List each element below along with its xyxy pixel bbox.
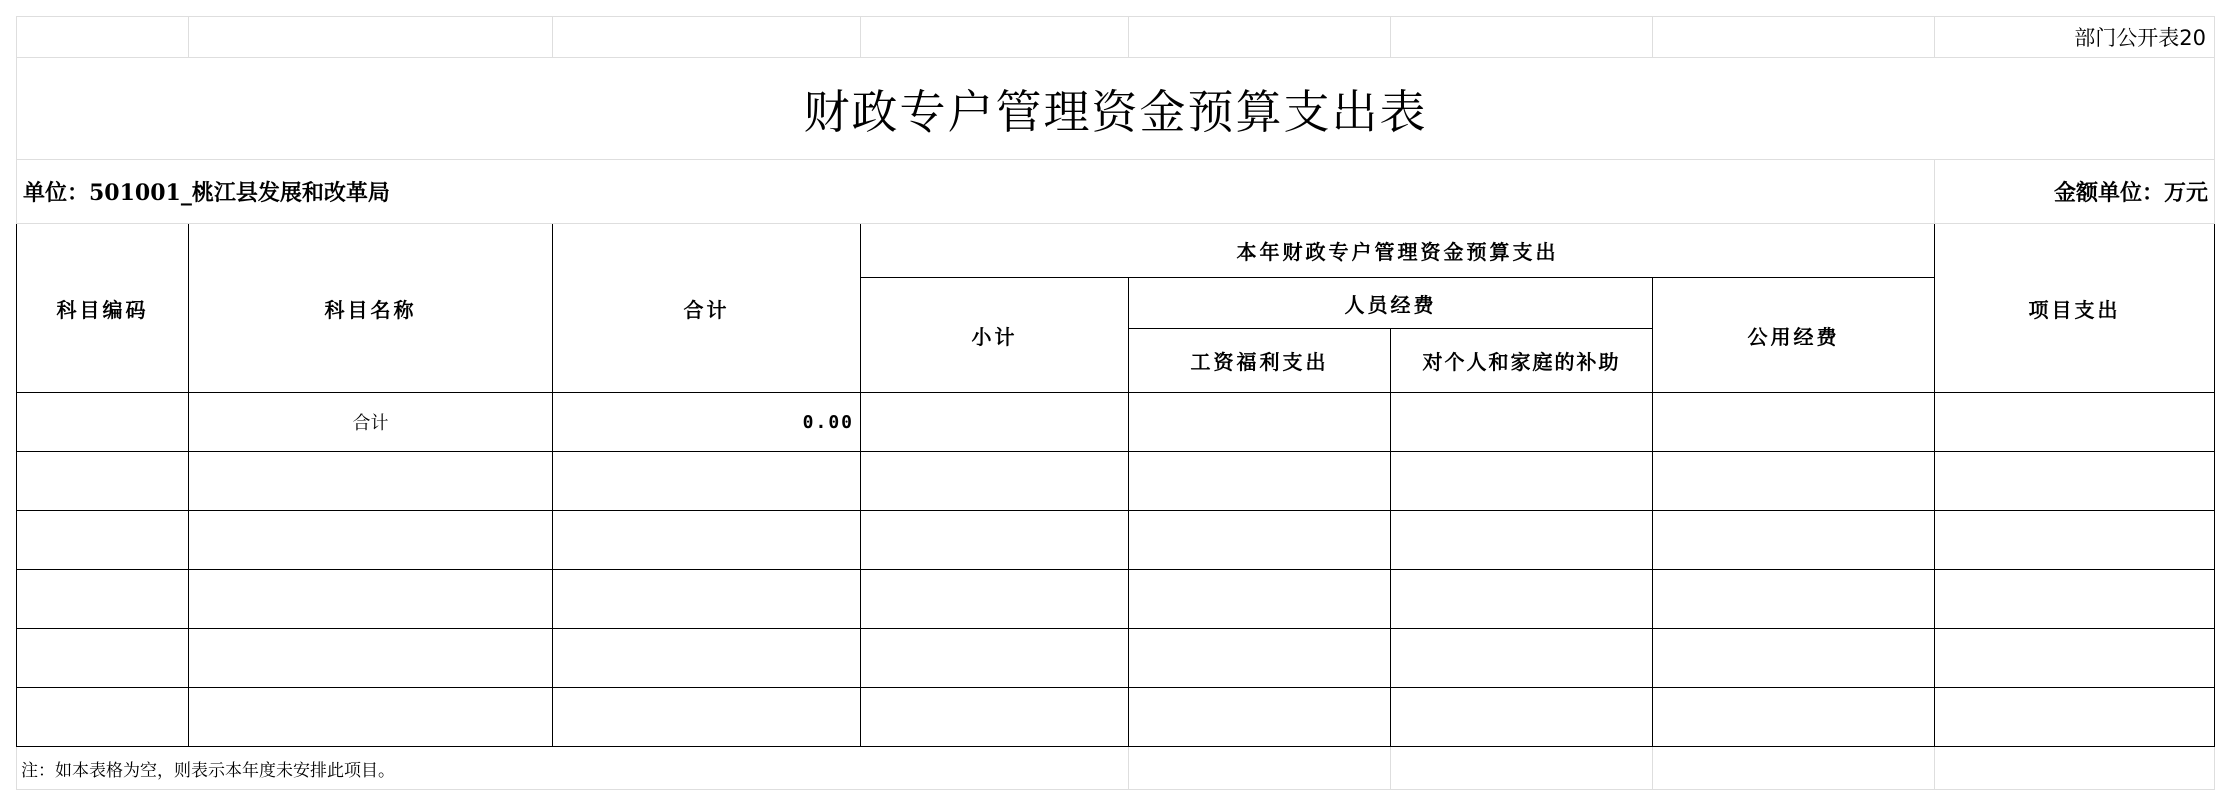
header-total: 合计 xyxy=(553,224,861,393)
cell-name xyxy=(189,452,553,511)
cell-public xyxy=(1653,629,1935,688)
cell-subtotal xyxy=(861,511,1129,570)
cell-project xyxy=(1935,393,2215,452)
header-code: 科目编码 xyxy=(17,224,189,393)
header-personnel: 人员经费 xyxy=(1129,278,1653,329)
unit-row xyxy=(17,160,2215,224)
cell-subsidy xyxy=(1391,452,1653,511)
cell-project xyxy=(1935,688,2215,747)
doc-number-row xyxy=(17,17,2215,58)
cell-subtotal xyxy=(861,393,1129,452)
cell-wages xyxy=(1129,570,1391,629)
header-group: 本年财政专户管理资金预算支出 xyxy=(861,224,1935,278)
cell-subtotal xyxy=(861,452,1129,511)
cell-project xyxy=(1935,629,2215,688)
cell-name: 合计 xyxy=(189,393,553,452)
cell-name xyxy=(189,570,553,629)
cell-subtotal xyxy=(861,688,1129,747)
table-row xyxy=(17,629,2215,688)
cell-total xyxy=(553,570,861,629)
cell-name xyxy=(189,688,553,747)
budget-table xyxy=(16,16,2215,790)
cell-project xyxy=(1935,452,2215,511)
cell-public xyxy=(1653,511,1935,570)
cell-public xyxy=(1653,452,1935,511)
cell-total xyxy=(553,511,861,570)
cell-code xyxy=(17,688,189,747)
note-row xyxy=(17,747,2215,790)
header-name: 科目名称 xyxy=(189,224,553,393)
page-title: 财政专户管理资金预算支出表 xyxy=(17,58,2215,160)
cell-total: 0.00 xyxy=(553,393,861,452)
cell-name xyxy=(189,629,553,688)
cell-subtotal xyxy=(861,570,1129,629)
cell-total xyxy=(553,688,861,747)
cell-wages xyxy=(1129,629,1391,688)
cell-code xyxy=(17,393,189,452)
cell-public xyxy=(1653,570,1935,629)
cell-total xyxy=(553,629,861,688)
cell-subsidy xyxy=(1391,570,1653,629)
document-number: 部门公开表20 xyxy=(1935,17,2215,58)
cell-wages xyxy=(1129,511,1391,570)
header-row-1 xyxy=(17,224,2215,278)
table-row xyxy=(17,688,2215,747)
cell-code xyxy=(17,570,189,629)
cell-subtotal xyxy=(861,629,1129,688)
cell-subsidy xyxy=(1391,688,1653,747)
cell-wages xyxy=(1129,393,1391,452)
table-row xyxy=(17,570,2215,629)
cell-project xyxy=(1935,570,2215,629)
table-row xyxy=(17,452,2215,511)
cell-code xyxy=(17,452,189,511)
cell-public xyxy=(1653,393,1935,452)
amount-unit-label: 金额单位：万元 xyxy=(1935,160,2215,224)
header-public: 公用经费 xyxy=(1653,278,1935,393)
cell-code xyxy=(17,629,189,688)
header-wages: 工资福利支出 xyxy=(1129,329,1391,393)
table-row xyxy=(17,511,2215,570)
title-row xyxy=(17,58,2215,160)
cell-wages xyxy=(1129,452,1391,511)
header-project: 项目支出 xyxy=(1935,224,2215,393)
header-subsidy: 对个人和家庭的补助 xyxy=(1391,329,1653,393)
table-row xyxy=(17,393,2215,452)
cell-code xyxy=(17,511,189,570)
table-note: 注：如本表格为空，则表示本年度未安排此项目。 xyxy=(17,747,1129,790)
cell-subsidy xyxy=(1391,629,1653,688)
cell-subsidy xyxy=(1391,393,1653,452)
cell-name xyxy=(189,511,553,570)
unit-label: 单位：501001_桃江县发展和改革局 xyxy=(17,160,1935,224)
cell-subsidy xyxy=(1391,511,1653,570)
cell-wages xyxy=(1129,688,1391,747)
header-subtotal: 小计 xyxy=(861,278,1129,393)
cell-project xyxy=(1935,511,2215,570)
cell-total xyxy=(553,452,861,511)
cell-public xyxy=(1653,688,1935,747)
budget-sheet xyxy=(16,16,2214,790)
